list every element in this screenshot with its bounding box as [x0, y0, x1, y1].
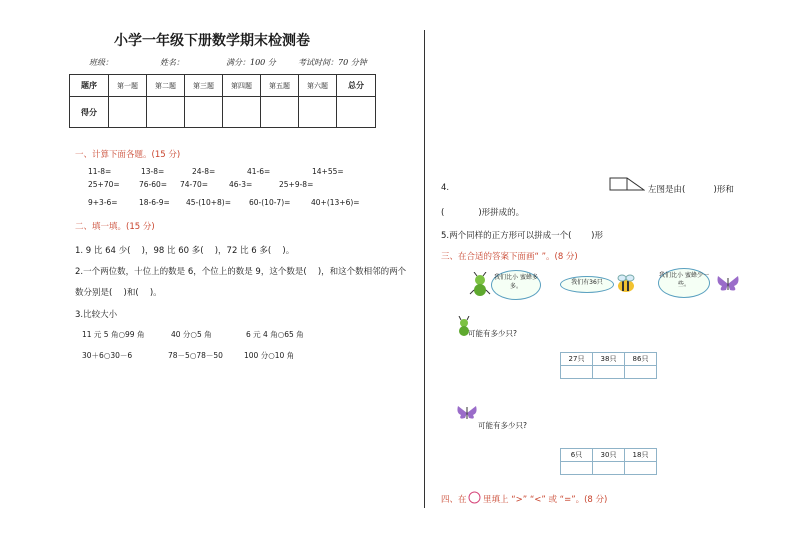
butterfly-icon — [716, 274, 740, 294]
calc-item: 41-6= — [247, 167, 271, 176]
bee-icon — [614, 272, 638, 296]
calc-item: 74-70= — [180, 180, 209, 189]
circle-icon — [468, 491, 481, 504]
question-5: 5.两个同样的正方形可以拼成一个( )形 — [441, 231, 603, 241]
full-score-label: 满分：100 分 — [226, 58, 276, 67]
score-header-cell: 第一题 — [109, 75, 147, 97]
score-row-label: 得分 — [70, 97, 109, 128]
answer-row — [561, 353, 657, 366]
ant-icon — [469, 272, 491, 298]
answer-table-ants — [560, 352, 657, 379]
question-4-number: 4. — [441, 183, 450, 193]
question-2-line-2: 数分别是( )和( )。 — [75, 288, 162, 298]
score-header-cell: 第二题 — [147, 75, 185, 97]
compare-item: 40 分○5 角 — [171, 330, 212, 339]
compare-item: 30＋6○30－6 — [82, 351, 133, 360]
trapezoid-figure — [609, 177, 645, 191]
speech-bubble-1: 我们比小 蜜蜂多多。 — [491, 270, 541, 300]
question-ants: 可能有多少只? — [468, 329, 517, 338]
page-divider — [424, 30, 425, 508]
score-cell[interactable] — [261, 97, 299, 128]
answer-cell: 30只 — [593, 449, 625, 462]
calc-item: 25+70= — [88, 180, 120, 189]
calc-item: 9+3-6= — [88, 198, 118, 207]
compare-item: 11 元 5 角○99 角 — [82, 330, 145, 339]
question-1: 1. 9 比 64 少( )，98 比 60 多( )，72 比 6 多( )。 — [75, 246, 295, 256]
class-label: 班级： — [89, 58, 113, 67]
calc-item: 18-6-9= — [139, 198, 170, 207]
score-header-cell: 题序 — [70, 75, 109, 97]
butterfly-icon — [456, 404, 478, 422]
score-header-cell: 第六题 — [299, 75, 337, 97]
answer-mark-cell[interactable] — [561, 366, 593, 379]
calc-item: 45-(10+8)= — [186, 198, 231, 207]
speech-bubble-3: 我们比小 蜜蜂少一些。 — [658, 268, 710, 298]
compare-item: 78－5○78－50 — [168, 351, 223, 360]
calc-item: 11-8= — [88, 167, 112, 176]
score-table-header-row — [70, 75, 376, 97]
score-cell[interactable] — [185, 97, 223, 128]
answer-cell: 27只 — [561, 353, 593, 366]
score-table-row — [70, 97, 376, 128]
score-table — [69, 74, 376, 128]
section-1-heading: 一、计算下面各题。(15 分) — [75, 150, 181, 160]
section-4-heading-b: 里填上 “>” “<” 或 “=”。(8 分) — [483, 495, 608, 505]
answer-cell: 18只 — [625, 449, 657, 462]
compare-item: 6 元 4 角○65 角 — [246, 330, 304, 339]
answer-mark-cell[interactable] — [625, 366, 657, 379]
answer-row — [561, 449, 657, 462]
answer-cell: 86只 — [625, 353, 657, 366]
speech-bubble-2: 我们有36只 — [560, 276, 614, 293]
section-3-heading: 三、在合适的答案下面画“ ”。(8 分) — [441, 252, 578, 262]
answer-mark-cell[interactable] — [625, 462, 657, 475]
score-cell[interactable] — [223, 97, 261, 128]
answer-mark-row — [561, 366, 657, 379]
calc-item: 24-8= — [192, 167, 216, 176]
calc-item: 76-60= — [139, 180, 168, 189]
answer-cell: 38只 — [593, 353, 625, 366]
page-title: 小学一年级下册数学期末检测卷 — [114, 33, 310, 49]
answer-mark-cell[interactable] — [593, 366, 625, 379]
question-2-line-1: 2.一个两位数，十位上的数是 6，个位上的数是 9，这个数是( )，和这个数相邻的两个 — [75, 267, 407, 277]
answer-cell: 6只 — [561, 449, 593, 462]
score-cell[interactable] — [299, 97, 337, 128]
answer-mark-row — [561, 462, 657, 475]
score-header-cell: 第三题 — [185, 75, 223, 97]
score-cell[interactable] — [147, 97, 185, 128]
compare-item: 100 分○10 角 — [244, 351, 295, 360]
question-butterflies: 可能有多少只? — [478, 421, 527, 430]
answer-mark-cell[interactable] — [561, 462, 593, 475]
score-cell[interactable] — [337, 97, 376, 128]
calc-item: 46-3= — [229, 180, 253, 189]
score-cell[interactable] — [109, 97, 147, 128]
answer-mark-cell[interactable] — [593, 462, 625, 475]
question-4-text-2: ( )形拼成的。 — [441, 208, 525, 218]
score-header-cell: 第四题 — [223, 75, 261, 97]
calc-item: 13-8= — [141, 167, 165, 176]
calc-item: 14+55= — [312, 167, 344, 176]
score-header-cell: 第五题 — [261, 75, 299, 97]
calc-item: 40+(13+6)= — [311, 198, 360, 207]
name-label: 姓名： — [160, 58, 184, 67]
calc-item: 60-(10-7)= — [249, 198, 291, 207]
time-label: 考试时间：70 分钟 — [298, 58, 367, 67]
section-2-heading: 二、填一填。(15 分) — [75, 222, 155, 232]
section-4-heading-a: 四、在 — [441, 495, 467, 505]
answer-table-butterflies — [560, 448, 657, 475]
question-4-text: 左图是由( )形和 — [648, 185, 734, 195]
score-header-cell: 总分 — [337, 75, 376, 97]
calc-item: 25+9-8= — [279, 180, 314, 189]
question-3: 3.比较大小 — [75, 310, 118, 320]
